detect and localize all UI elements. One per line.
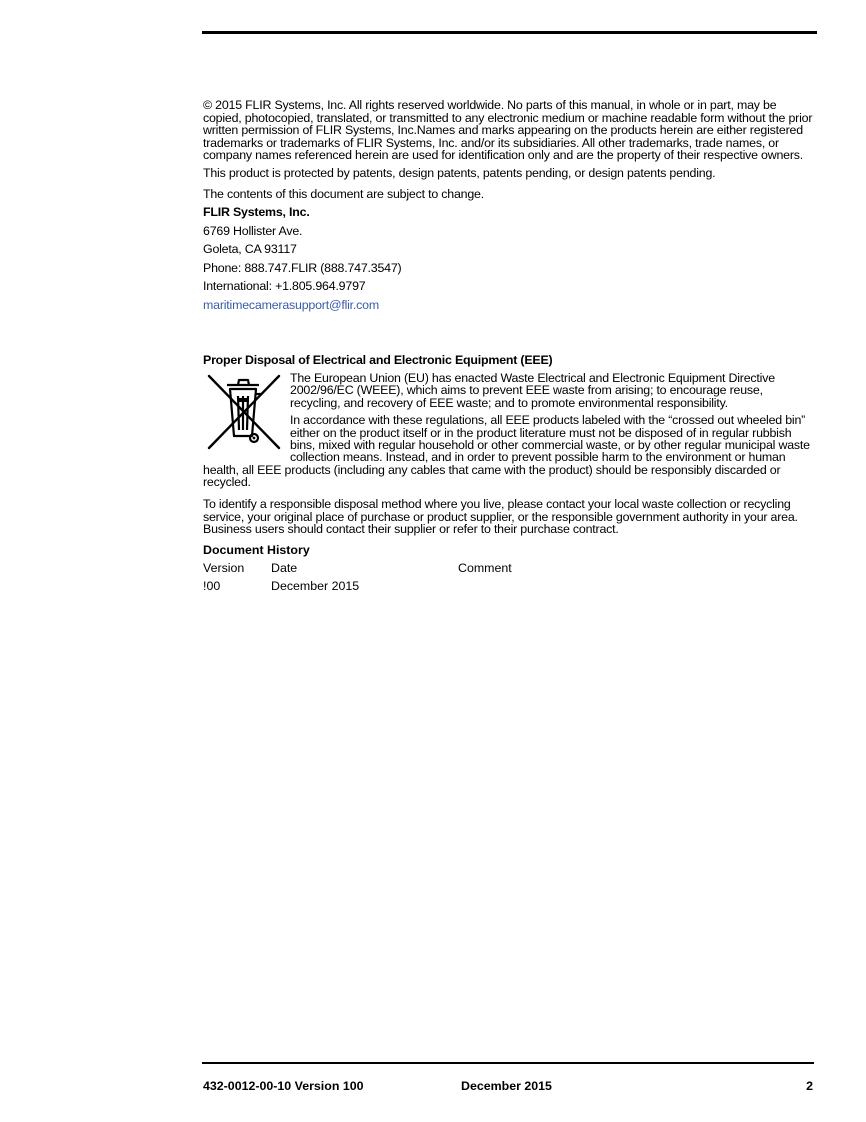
history-version-cell: !00 xyxy=(203,579,221,594)
history-header-comment: Comment xyxy=(458,560,512,575)
history-header-version: Version xyxy=(203,560,245,575)
weee-paragraph-2: In accordance with these regulations, all EEE products labeled with the “crossed out wheeled bin” either on the product itself or in the product literature must not be disposed of in regular rubbish bins, mixed with regular household or other commercial waste, or by other regular municipal waste collection means. Instead, and in order to prevent possible harm to the environment or human health, all EEE products (including any cables that came with the product) should be responsibly discarded or recycled. xyxy=(203,413,810,490)
history-header-row xyxy=(203,559,815,578)
document-history-title: Document History xyxy=(203,542,310,557)
footer-rule xyxy=(202,1062,814,1064)
phone-number: Phone: 888.747.FLIR (888.747.3547) xyxy=(203,260,402,275)
header-rule xyxy=(202,31,817,34)
disposal-heading: Proper Disposal of Electrical and Electronic Equipment (EEE) xyxy=(203,353,553,367)
footer-date: December 2015 xyxy=(461,1079,552,1093)
change-notice: The contents of this document are subject to change. xyxy=(203,186,484,201)
disposal-contact-section xyxy=(203,498,815,596)
page-content xyxy=(203,98,815,594)
company-name: FLIR Systems, Inc. xyxy=(203,205,310,220)
copyright-notice: © 2015 FLIR Systems, Inc. All rights reserved worldwide. No parts of this manual, in whole or in part, may be copied, photocopied, translated, or transmitted to any electronic medium or machine readable form without the prior written permission of FLIR Systems, Inc.Names and marks appearing on the products herein are either registered trademarks or trademarks of FLIR Systems, Inc. and/or its subsidiaries. All other trademarks, trade names, or company names referenced herein are used for identification only and are the property of their respective owners. xyxy=(203,98,813,163)
support-email-link[interactable]: maritimecamerasupport@flir.com xyxy=(203,297,379,312)
history-header-date: Date xyxy=(271,560,298,575)
crossed-out-wheeled-bin-icon xyxy=(205,372,283,452)
weee-paragraph-1: The European Union (EU) has enacted Waste Electrical and Electronic Equipment Directive 2002/96/EC (WEEE), which aims to prevent EEE waste from arising; to encourage reuse, recycling, and recovery of EEE waste; and to promote environmental responsibility. xyxy=(290,371,775,410)
patent-notice: This product is protected by patents, design patents, patents pending, or design patents pending. xyxy=(203,165,716,180)
footer-page-number: 2 xyxy=(806,1079,813,1093)
footer-document-id: 432-0012-00-10 Version 100 xyxy=(203,1079,364,1093)
weee-section xyxy=(203,372,815,494)
address-line-1: 6769 Hollister Ave. xyxy=(203,223,303,238)
history-date-cell: December 2015 xyxy=(271,579,360,594)
disposal-contact-paragraph: To identify a responsible disposal method where you live, please contact your local waste collection or recycling service, your original place of purchase or product supplier, or the responsible government authority in your area. Business users should contact their supplier or refer to their purchase contract. xyxy=(203,497,798,537)
address-line-2: Goleta, CA 93117 xyxy=(203,242,297,257)
international-phone: International: +1.805.964.9797 xyxy=(203,279,366,294)
history-row xyxy=(203,577,815,596)
